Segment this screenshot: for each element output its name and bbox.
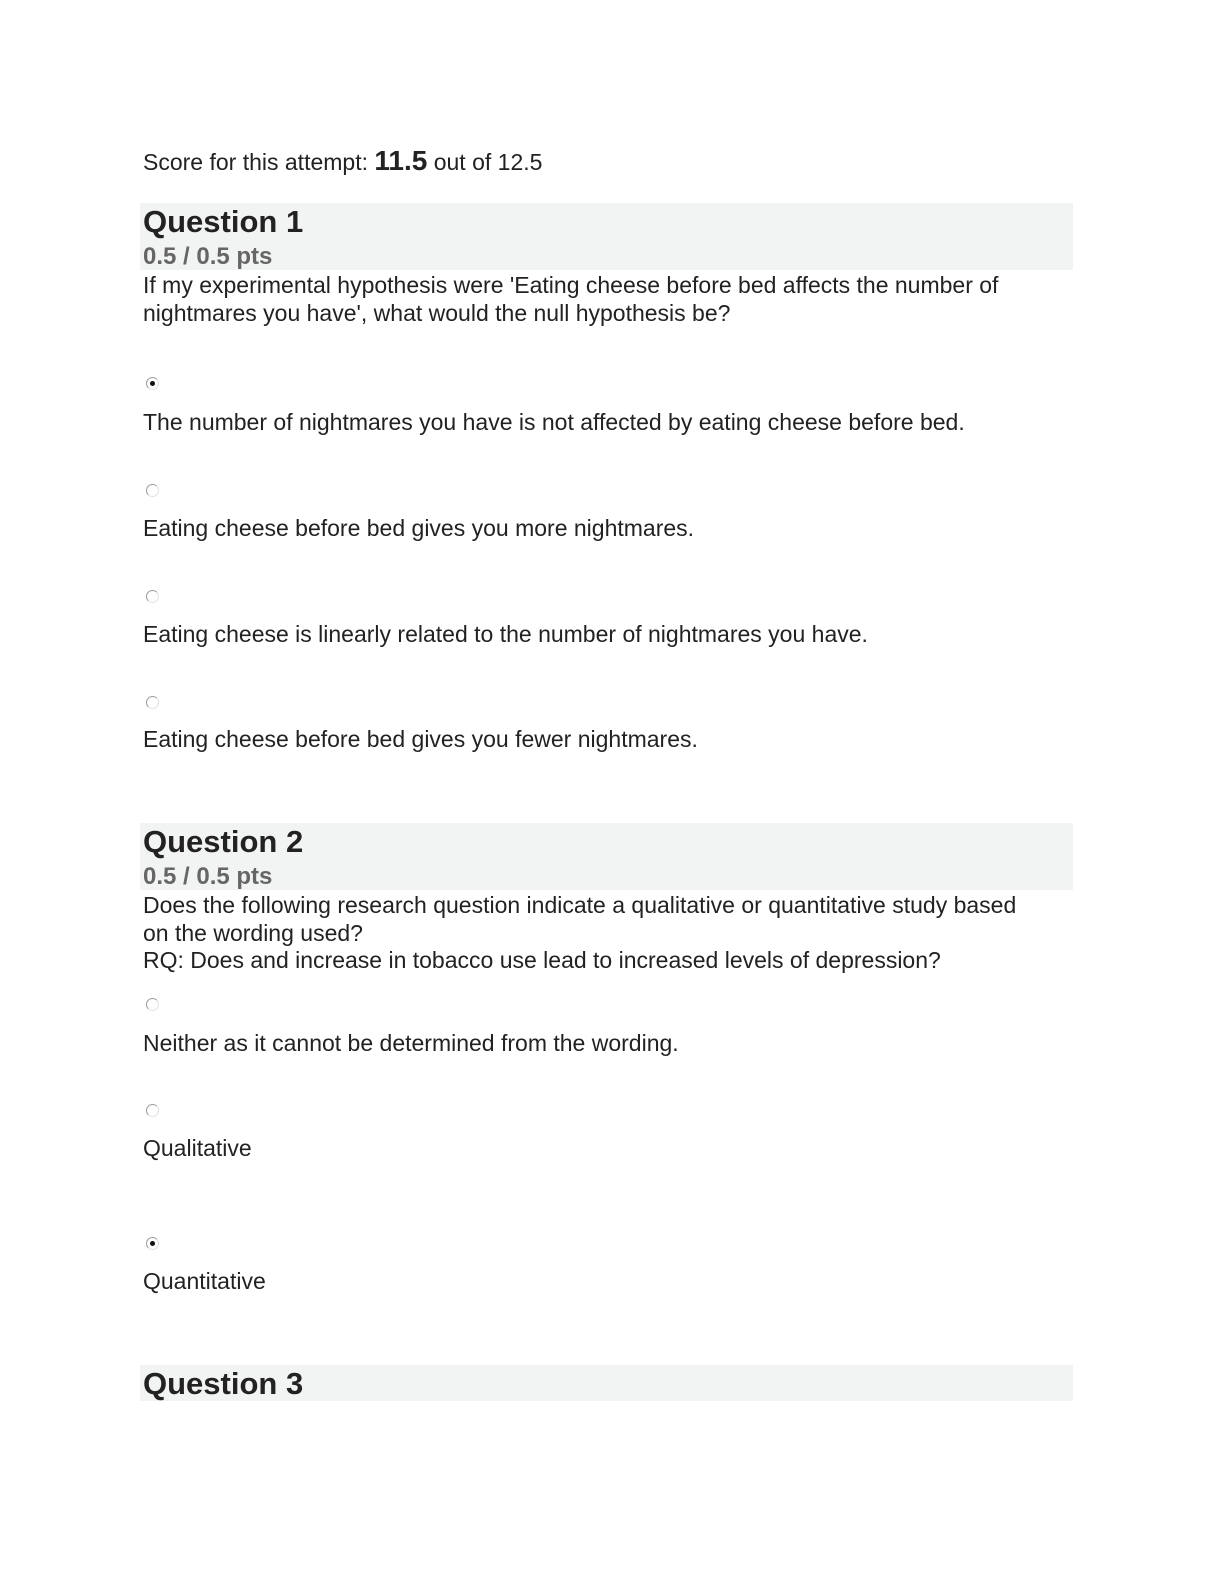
question-1-points: 0.5 / 0.5 pts (143, 243, 273, 270)
question-1-text (143, 272, 1063, 327)
question-1-answer-2-radio[interactable] (146, 484, 159, 497)
question-2-text (143, 892, 1063, 975)
question-2-answer-2-radio[interactable] (146, 1104, 159, 1117)
question-1-answer-2-label: Eating cheese before bed gives you more nightmares. (143, 515, 695, 541)
question-3-title: Question 3 (143, 1366, 304, 1401)
question-2-title: Question 2 (143, 824, 304, 859)
question-1-answer-1-radio[interactable] (146, 377, 159, 390)
question-2-text-line: Does the following research question indicate a qualitative or quantitative study based (143, 892, 1017, 918)
question-2-answer-3-radio[interactable] (146, 1237, 159, 1250)
question-2-text-line: on the wording used? (143, 919, 363, 946)
attempt-score (143, 146, 542, 177)
question-1-answer-4-label: Eating cheese before bed gives you fewer nightmares. (143, 726, 698, 752)
question-2-answer-1-radio[interactable] (146, 998, 159, 1011)
question-2-points: 0.5 / 0.5 pts (143, 863, 273, 890)
question-1-text-line: If my experimental hypothesis were 'Eating cheese before bed affects the number of (143, 272, 999, 298)
question-1-answer-3-label: Eating cheese is linearly related to the number of nightmares you have. (143, 621, 868, 647)
score-total: out of 12.5 (433, 149, 543, 175)
question-2-answer-2-label: Qualitative (143, 1135, 252, 1161)
question-1-answer-3-radio[interactable] (146, 590, 159, 603)
question-2-text-line: RQ: Does and increase in tobacco use lead to increased levels of depression? (143, 947, 941, 973)
question-2-answer-3-label: Quantitative (143, 1268, 266, 1294)
score-value: 11.5 (374, 145, 428, 176)
question-1-title: Question 1 (143, 204, 304, 239)
question-1-answer-4-radio[interactable] (146, 696, 159, 709)
score-label: Score for this attempt: (143, 149, 368, 175)
question-2-answer-1-label: Neither as it cannot be determined from the wording. (143, 1030, 679, 1056)
question-1-text-line: nightmares you have', what would the null hypothesis be? (143, 299, 731, 326)
question-1-answer-1-label: The number of nightmares you have is not affected by eating cheese before bed. (143, 409, 965, 435)
